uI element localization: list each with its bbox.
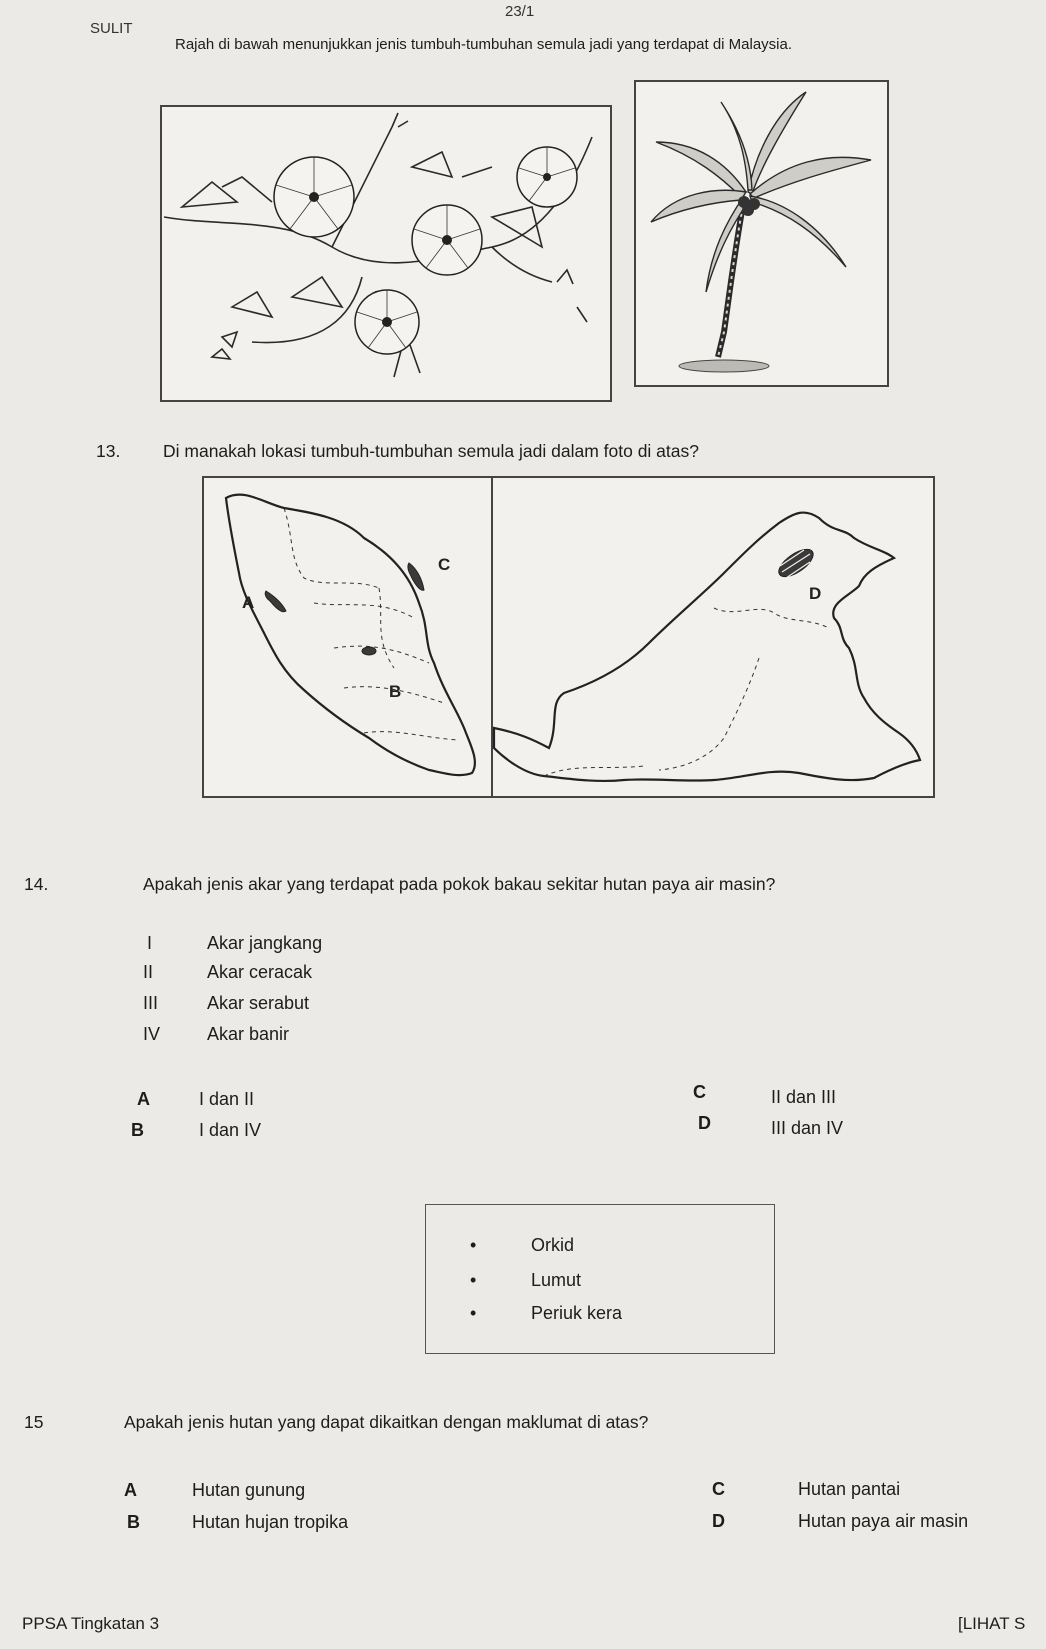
q15-option-c-letter[interactable]: C (712, 1479, 725, 1499)
q15-number: 15 (24, 1412, 44, 1432)
sulit-label: SULIT (90, 20, 133, 37)
q13-number: 13. (96, 441, 121, 461)
map-label-b: B (389, 682, 402, 701)
intro-text: Rajah di bawah menunjukkan jenis tumbuh-tumbuhan semula jadi yang terdapat di Malaysia. (175, 36, 793, 53)
q15-option-a-letter[interactable]: A (124, 1480, 137, 1500)
q15-option-b-letter[interactable]: B (127, 1512, 140, 1532)
q14-option-b-letter[interactable]: B (131, 1120, 144, 1140)
q14-option-a-letter[interactable]: A (137, 1089, 150, 1109)
map-label-d: D (809, 584, 822, 603)
q15-option-c-text[interactable]: Hutan pantai (798, 1479, 901, 1499)
map-label-c: C (438, 555, 451, 574)
figure-palm-frame (634, 80, 889, 387)
q14-statement-1-text: Akar jangkang (207, 933, 323, 953)
malaysia-map-icon (204, 478, 933, 796)
q14-statement-3-text: Akar serabut (207, 993, 310, 1013)
q15-option-d-text[interactable]: Hutan paya air masin (798, 1511, 969, 1531)
q15-option-d-letter[interactable]: D (712, 1511, 725, 1531)
info-item-2: • (470, 1270, 477, 1290)
info-item-2-text: Lumut (531, 1270, 582, 1290)
figure-vine-frame (160, 105, 612, 402)
q15-text: Apakah jenis hutan yang dapat dikaitkan dengan maklumat di atas? (124, 1412, 649, 1432)
info-item-3: • (470, 1303, 477, 1323)
q14-text: Apakah jenis akar yang terdapat pada pokok bakau sekitar hutan paya air masin? (143, 874, 776, 894)
q13-text: Di manakah lokasi tumbuh-tumbuhan semula jadi dalam foto di atas? (163, 441, 699, 461)
q14-option-a-text[interactable]: I dan II (199, 1089, 255, 1109)
q14-option-c-text[interactable]: II dan III (771, 1087, 837, 1107)
malaysia-map-frame (202, 476, 935, 798)
page-number: 23/1 (505, 3, 535, 20)
q15-option-a-text[interactable]: Hutan gunung (192, 1480, 306, 1500)
info-item-1-text: Orkid (531, 1235, 575, 1255)
info-item-1: • (470, 1235, 477, 1255)
q14-statement-2-numeral: II (143, 962, 154, 982)
footer-left: PPSA Tingkatan 3 (22, 1614, 160, 1633)
coconut-palm-icon (636, 82, 887, 385)
q14-statement-4-numeral: IV (143, 1024, 161, 1044)
q14-option-d-text[interactable]: III dan IV (771, 1118, 844, 1138)
map-label-a: A (242, 593, 255, 612)
q14-statement-2-text: Akar ceracak (207, 962, 313, 982)
q14-option-c-letter[interactable]: C (693, 1082, 706, 1102)
info-box (425, 1204, 775, 1354)
morning-glory-vine-icon (162, 107, 610, 400)
q15-option-b-text[interactable]: Hutan hujan tropika (192, 1512, 349, 1532)
footer-right: [LIHAT S (958, 1614, 1026, 1633)
q14-number: 14. (24, 874, 49, 894)
q14-option-b-text[interactable]: I dan IV (199, 1120, 262, 1140)
q14-option-d-letter[interactable]: D (698, 1113, 711, 1133)
q14-statement-4-text: Akar banir (207, 1024, 290, 1044)
q14-statement-1-numeral: I (147, 933, 153, 953)
q14-statement-3-numeral: III (143, 993, 159, 1013)
info-item-3-text: Periuk kera (531, 1303, 623, 1323)
